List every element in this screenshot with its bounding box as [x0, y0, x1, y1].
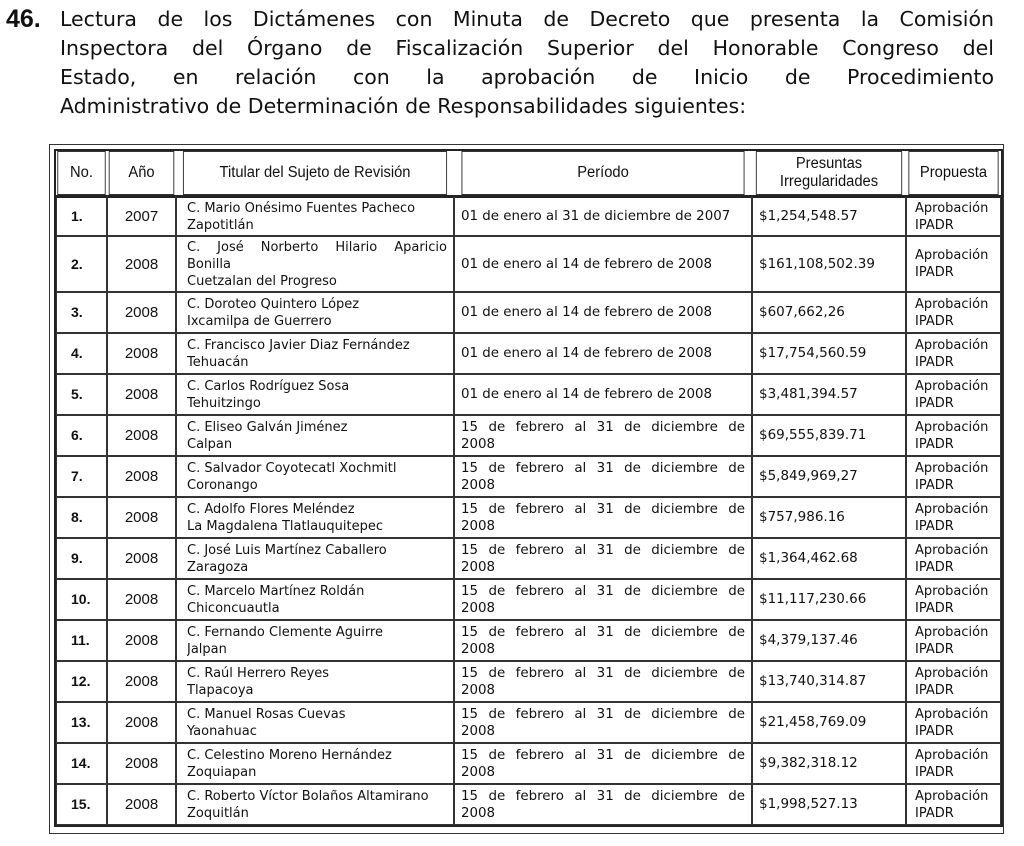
cell-period — [454, 661, 752, 702]
header-no: No. — [57, 151, 105, 195]
table-row — [56, 702, 1001, 743]
table-row — [56, 661, 1001, 702]
period-line: 15 de febrero al 31 de diciembre de — [461, 788, 745, 804]
cell-no: 1. — [56, 195, 107, 236]
cell-amount: $161,108,502.39 — [752, 236, 906, 292]
table-row — [56, 456, 1001, 497]
table-row — [56, 236, 1001, 292]
cell-proposal — [906, 236, 1001, 292]
intro-line: Inspectora del Órgano de Fiscalización Superior del Honorable Congreso del — [60, 36, 994, 60]
proposal-line: IPADR — [915, 354, 954, 370]
cell-titular — [176, 374, 454, 415]
titular-line: Chiconcuautla — [187, 600, 280, 616]
period-line: 15 de febrero al 31 de diciembre de — [461, 542, 745, 558]
titular-line: C. Raúl Herrero Reyes — [187, 665, 330, 681]
table-row — [56, 497, 1001, 538]
table-row — [56, 538, 1001, 579]
period-line: 15 de febrero al 31 de diciembre de — [461, 665, 745, 681]
titular-line: C. Fernando Clemente Aguirre — [187, 624, 383, 640]
cell-no: 15. — [56, 784, 107, 825]
cell-year: 2008 — [107, 415, 176, 456]
cell-period — [454, 579, 752, 620]
cell-proposal — [906, 620, 1001, 661]
cell-year: 2008 — [107, 538, 176, 579]
proposal-line: Aprobación — [915, 788, 989, 804]
cell-titular — [176, 333, 454, 374]
cell-no: 6. — [56, 415, 107, 456]
cell-titular — [176, 456, 454, 497]
titular-line: C. Roberto Víctor Bolaños Altamirano — [187, 788, 429, 804]
cell-period — [454, 195, 752, 236]
cell-amount: $9,382,318.12 — [752, 743, 906, 784]
period-line: 15 de febrero al 31 de diciembre de — [461, 460, 745, 476]
proposal-line: IPADR — [915, 477, 954, 493]
cell-titular — [176, 579, 454, 620]
proposal-line: Aprobación — [915, 501, 989, 517]
titular-line: C. Eliseo Galván Jiménez — [187, 419, 348, 435]
cell-proposal — [906, 374, 1001, 415]
cell-titular — [176, 292, 454, 333]
cell-no: 3. — [56, 292, 107, 333]
proposal-line: IPADR — [915, 723, 954, 739]
cell-no: 2. — [56, 236, 107, 292]
cell-year: 2008 — [107, 292, 176, 333]
table-row — [56, 784, 1001, 825]
table-frame — [49, 144, 1004, 834]
cell-titular — [176, 195, 454, 236]
cell-year: 2007 — [107, 195, 176, 236]
cell-no: 14. — [56, 743, 107, 784]
period-line: 01 de enero al 14 de febrero de 2008 — [461, 305, 713, 320]
cell-amount: $4,379,137.46 — [752, 620, 906, 661]
proposal-line: Aprobación — [915, 542, 989, 558]
cell-amount: $5,849,969,27 — [752, 456, 906, 497]
cell-amount: $1,998,527.13 — [752, 784, 906, 825]
titular-line: C. Manuel Rosas Cuevas — [187, 706, 346, 722]
cell-year: 2008 — [107, 579, 176, 620]
cell-titular — [176, 236, 454, 292]
period-line: 2008 — [461, 682, 496, 698]
titular-line: Cuetzalan del Progreso — [187, 273, 337, 289]
titular-line: C. Francisco Javier Diaz Fernández — [187, 337, 410, 353]
proposal-line: Aprobación — [915, 460, 989, 476]
proposal-line: Aprobación — [915, 419, 989, 435]
cell-period — [454, 497, 752, 538]
table-row — [56, 333, 1001, 374]
table-row — [56, 743, 1001, 784]
cell-proposal — [906, 456, 1001, 497]
proposal-line: Aprobación — [915, 378, 989, 394]
cell-period — [454, 374, 752, 415]
proposal-line: IPADR — [915, 559, 954, 575]
period-line: 2008 — [461, 805, 496, 821]
cell-no: 11. — [56, 620, 107, 661]
proposal-line: Aprobación — [915, 747, 989, 763]
cell-proposal — [906, 195, 1001, 236]
table-row — [56, 415, 1001, 456]
titular-line: C. Marcelo Martínez Roldán — [187, 583, 365, 599]
header-amount-line: Presuntas — [795, 155, 863, 172]
cell-proposal — [906, 743, 1001, 784]
titular-line: Calpan — [187, 436, 233, 452]
titular-line: Zoquiapan — [187, 764, 257, 780]
proposal-line: Aprobación — [915, 337, 989, 353]
cell-period — [454, 538, 752, 579]
cell-period — [454, 620, 752, 661]
header-period: Período — [461, 151, 744, 195]
cell-titular — [176, 743, 454, 784]
proposal-line: IPADR — [915, 600, 954, 616]
cell-no: 10. — [56, 579, 107, 620]
titular-line: C. Celestino Moreno Hernández — [187, 747, 392, 763]
period-line: 15 de febrero al 31 de diciembre de — [461, 419, 745, 435]
cell-proposal — [906, 497, 1001, 538]
titular-line: La Magdalena Tlatlauquitepec — [187, 518, 383, 534]
proposal-line: IPADR — [915, 217, 954, 233]
titular-line: Tehuitzingo — [187, 395, 261, 411]
cell-titular — [176, 620, 454, 661]
cell-period — [454, 456, 752, 497]
cell-year: 2008 — [107, 661, 176, 702]
period-line: 15 de febrero al 31 de diciembre de — [461, 706, 745, 722]
titular-line: Yaonahuac — [187, 723, 257, 739]
cell-no: 8. — [56, 497, 107, 538]
cell-proposal — [906, 292, 1001, 333]
titular-line: C. Carlos Rodríguez Sosa — [187, 378, 350, 394]
cell-year: 2008 — [107, 702, 176, 743]
intro-line: Estado, en relación con la aprobación de Inicio de Procedimiento — [60, 65, 994, 89]
period-line: 2008 — [461, 723, 496, 739]
titular-line: Jalpan — [187, 641, 227, 657]
cell-titular — [176, 661, 454, 702]
table-row — [56, 195, 1001, 236]
cell-amount: $3,481,394.57 — [752, 374, 906, 415]
proposal-line: IPADR — [915, 436, 954, 452]
header-year: Año — [109, 151, 175, 195]
cell-amount: $757,986.16 — [752, 497, 906, 538]
titular-line: C. Adolfo Flores Meléndez — [187, 501, 355, 517]
period-line: 01 de enero al 14 de febrero de 2008 — [461, 387, 713, 402]
proposal-line: Aprobación — [915, 200, 989, 216]
period-line: 2008 — [461, 559, 496, 575]
cell-no: 7. — [56, 456, 107, 497]
table-body — [56, 195, 1001, 825]
proposal-line: IPADR — [915, 641, 954, 657]
cell-period — [454, 743, 752, 784]
titular-line: Ixcamilpa de Guerrero — [187, 313, 332, 329]
period-line: 2008 — [461, 600, 496, 616]
cell-amount: $13,740,314.87 — [752, 661, 906, 702]
titular-line: Zaragoza — [187, 559, 249, 575]
cell-proposal — [906, 415, 1001, 456]
cell-period — [454, 292, 752, 333]
intro-line: Administrativo de Determinación de Responsabilidades siguientes: — [60, 94, 747, 118]
cell-titular — [176, 702, 454, 743]
cell-year: 2008 — [107, 236, 176, 292]
period-line: 2008 — [461, 518, 496, 534]
titular-line: Coronango — [187, 477, 258, 493]
cell-year: 2008 — [107, 743, 176, 784]
header-amount-line: Irregularidades — [779, 173, 879, 190]
cell-amount: $1,364,462.68 — [752, 538, 906, 579]
cell-proposal — [906, 661, 1001, 702]
cell-titular — [176, 784, 454, 825]
intro-line: Lectura de los Dictámenes con Minuta de Decreto que presenta la Comisión — [60, 7, 994, 31]
dictamenes-table — [54, 149, 1003, 827]
cell-no: 13. — [56, 702, 107, 743]
cell-year: 2008 — [107, 784, 176, 825]
period-line: 01 de enero al 31 de diciembre de 2007 — [461, 209, 731, 224]
proposal-line: IPADR — [915, 395, 954, 411]
cell-no: 4. — [56, 333, 107, 374]
proposal-line: Aprobación — [915, 583, 989, 599]
table-row — [56, 292, 1001, 333]
cell-titular — [176, 415, 454, 456]
proposal-line: Aprobación — [915, 706, 989, 722]
item-number: 46. — [6, 5, 41, 33]
table-row — [56, 374, 1001, 415]
titular-line: C. Mario Onésimo Fuentes Pacheco — [187, 200, 416, 216]
header-titular: Titular del Sujeto de Revisión — [183, 151, 447, 195]
cell-no: 9. — [56, 538, 107, 579]
cell-amount: $17,754,560.59 — [752, 333, 906, 374]
cell-proposal — [906, 579, 1001, 620]
titular-line: C. José Luis Martínez Caballero — [187, 542, 387, 558]
cell-year: 2008 — [107, 374, 176, 415]
titular-line: Bonilla — [187, 256, 231, 272]
proposal-line: Aprobación — [915, 296, 989, 312]
table-row — [56, 620, 1001, 661]
cell-amount: $11,117,230.66 — [752, 579, 906, 620]
proposal-line: IPADR — [915, 265, 954, 280]
cell-period — [454, 702, 752, 743]
cell-proposal — [906, 702, 1001, 743]
cell-amount: $1,254,548.57 — [752, 195, 906, 236]
period-line: 2008 — [461, 641, 496, 657]
table-row — [56, 579, 1001, 620]
proposal-line: IPADR — [915, 518, 954, 534]
proposal-line: IPADR — [915, 764, 954, 780]
cell-period — [454, 784, 752, 825]
period-line: 15 de febrero al 31 de diciembre de — [461, 624, 745, 640]
header-amount — [756, 151, 902, 195]
proposal-line: IPADR — [915, 805, 954, 821]
period-line: 15 de febrero al 31 de diciembre de — [461, 501, 745, 517]
cell-year: 2008 — [107, 456, 176, 497]
cell-proposal — [906, 784, 1001, 825]
period-line: 2008 — [461, 477, 496, 493]
proposal-line: Aprobación — [915, 624, 989, 640]
cell-year: 2008 — [107, 620, 176, 661]
period-line: 15 de febrero al 31 de diciembre de — [461, 747, 745, 763]
period-line: 2008 — [461, 436, 496, 452]
cell-period — [454, 415, 752, 456]
titular-line: Zoquitlán — [187, 805, 249, 821]
proposal-line: Aprobación — [915, 665, 989, 681]
cell-no: 5. — [56, 374, 107, 415]
cell-amount: $69,555,839.71 — [752, 415, 906, 456]
period-line: 2008 — [461, 764, 496, 780]
period-line: 15 de febrero al 31 de diciembre de — [461, 583, 745, 599]
intro-paragraph — [60, 5, 994, 121]
header-proposal: Propuesta — [908, 151, 998, 195]
titular-line: C. José Norberto Hilario Aparicio — [187, 239, 447, 255]
cell-proposal — [906, 538, 1001, 579]
titular-line: Tlapacoya — [187, 682, 254, 698]
table-header-row — [56, 151, 1001, 195]
titular-line: Zapotitlán — [187, 217, 254, 233]
cell-year: 2008 — [107, 333, 176, 374]
cell-no: 12. — [56, 661, 107, 702]
titular-line: C. Doroteo Quintero López — [187, 296, 360, 312]
proposal-line: IPADR — [915, 313, 954, 329]
cell-period — [454, 333, 752, 374]
period-line: 01 de enero al 14 de febrero de 2008 — [461, 346, 713, 361]
cell-period — [454, 236, 752, 292]
period-line: 01 de enero al 14 de febrero de 2008 — [461, 256, 713, 272]
cell-proposal — [906, 333, 1001, 374]
titular-line: Tehuacán — [187, 354, 249, 370]
cell-titular — [176, 538, 454, 579]
proposal-line: IPADR — [915, 682, 954, 698]
cell-amount: $607,662,26 — [752, 292, 906, 333]
titular-line: C. Salvador Coyotecatl Xochmitl — [187, 460, 397, 476]
proposal-line: Aprobación — [915, 248, 989, 263]
cell-amount: $21,458,769.09 — [752, 702, 906, 743]
cell-titular — [176, 497, 454, 538]
cell-year: 2008 — [107, 497, 176, 538]
